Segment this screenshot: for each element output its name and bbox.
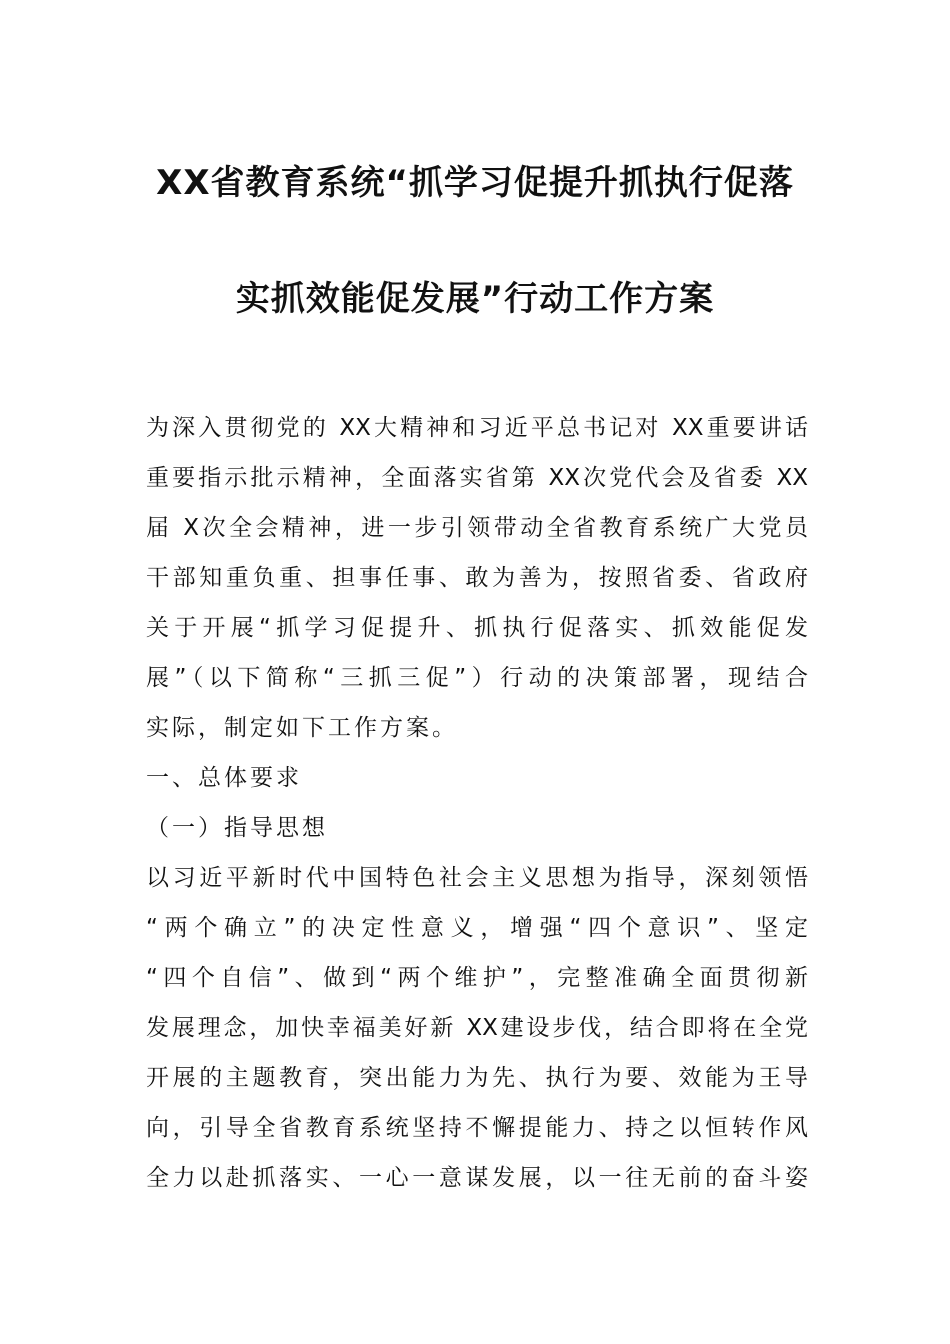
- section-heading: 一、总体要求: [146, 765, 302, 791]
- intro-paragraph-line: 届 X次全会精神，进一步引领带动全省教育系统广大党员: [146, 515, 808, 541]
- body-paragraph-line: 全力以赴抓落实、一心一意谋发展，以一往无前的奋斗姿: [146, 1165, 808, 1191]
- body-paragraph-line: 以习近平新时代中国特色社会主义思想为指导，深刻领悟: [146, 865, 808, 891]
- intro-paragraph-line: 重要指示批示精神，全面落实省第 XX次党代会及省委 XX: [146, 465, 808, 491]
- body-paragraph-line: 向，引导全省教育系统坚持不懈提能力、持之以恒转作风: [146, 1115, 808, 1141]
- body-paragraph-line: 发展理念，加快幸福美好新 XX建设步伐，结合即将在全党: [146, 1015, 808, 1041]
- intro-paragraph-line: 实际，制定如下工作方案。: [146, 715, 458, 741]
- body-paragraph-line: “四个自信”、做到“两个维护”，完整准确全面贯彻新: [146, 965, 808, 991]
- intro-paragraph-line: 干部知重负重、担事任事、敢为善为，按照省委、省政府: [146, 565, 808, 591]
- intro-paragraph-line: 为深入贯彻党的 XX大精神和习近平总书记对 XX重要讲话: [146, 415, 808, 441]
- body-paragraph-line: 开展的主题教育，突出能力为先、执行为要、效能为王导: [146, 1065, 808, 1091]
- intro-paragraph-line: 展”（以下简称“三抓三促”）行动的决策部署，现结合: [146, 665, 808, 691]
- body-paragraph-line: “两个确立”的决定性意义，增强“四个意识”、坚定: [146, 915, 808, 941]
- intro-paragraph-line: 关于开展“抓学习促提升、抓执行促落实、抓效能促发: [146, 615, 808, 641]
- document-title-line-2: 实抓效能促发展”行动工作方案: [235, 279, 715, 319]
- document-title-line-1: XX省教育系统“抓学习促提升抓执行促落: [156, 163, 794, 203]
- subsection-heading: （一）指导思想: [146, 815, 328, 841]
